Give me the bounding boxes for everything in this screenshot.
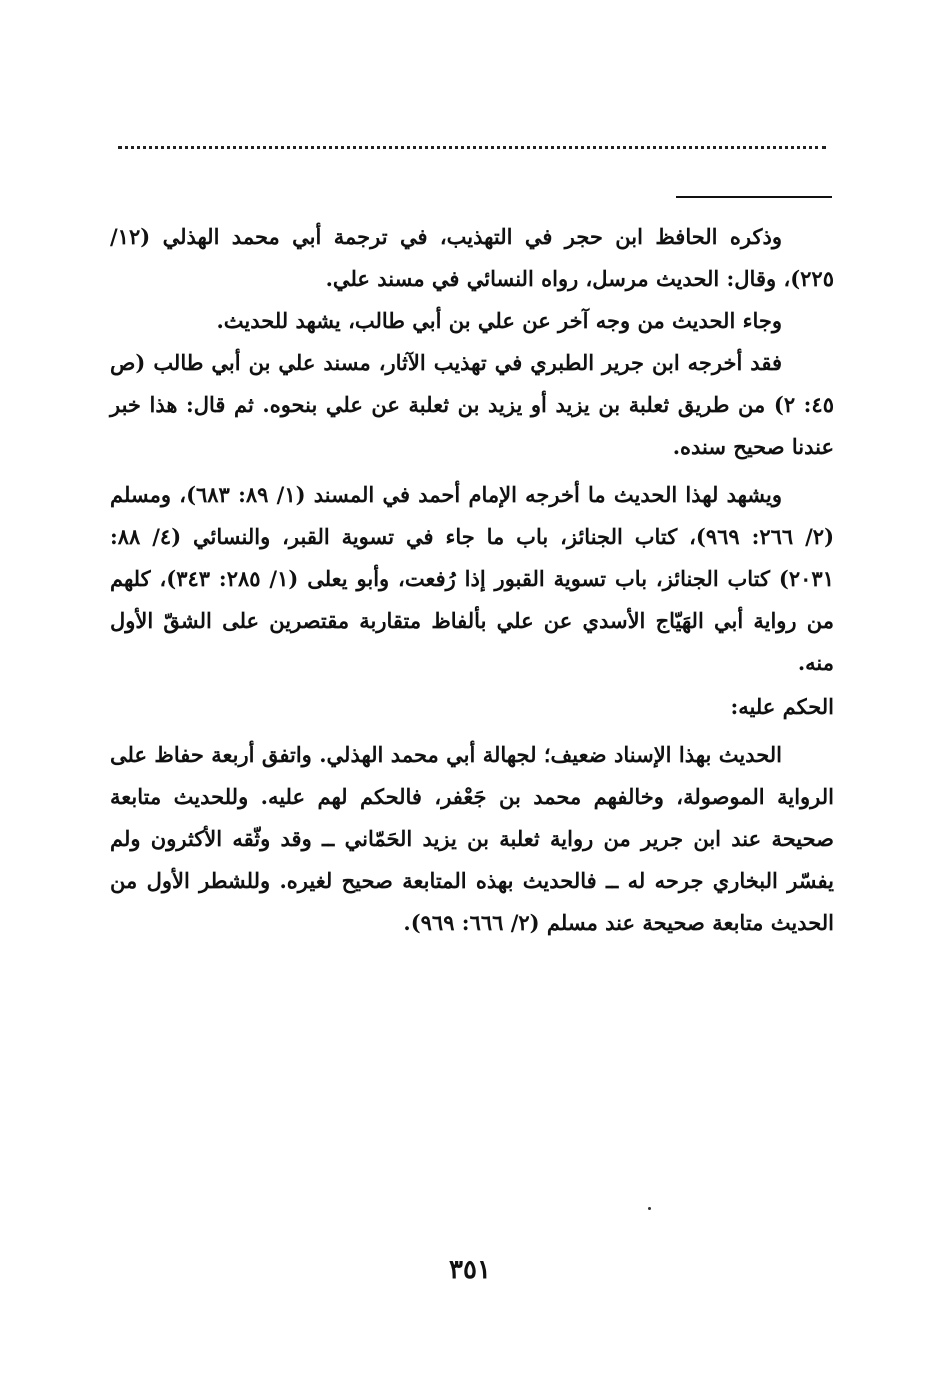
- ruling-paragraph: الحديث بهذا الإسناد ضعيف؛ لجهالة أبي محمد الهذلي. واتفق أربعة حفاظ على الرواية الموصولة، وخالفهم محمد بن جَعْفر، فالحكم لهم عليه. وللحديث متابعة صحيحة عند ابن جرير من رواية ثعلبة بن يزيد الحَمّاني ــ وقد وثّقه الأكثرون ولم يفسّر البخاري جرحه له ــ فالحديث بهذه المتابعة صحيح لغيره. وللشطر الأول من الحديث متابعة صحيحة عند مسلم (٢/ ٦٦٦: ٩٦٩).: [110, 742, 834, 935]
- footnote-text: [110, 216, 834, 944]
- footnote-paragraph-3: فقد أخرجه ابن جرير الطبري في تهذيب الآثار، مسند علي بن أبي طالب (ص ٤٥: ٢) من طريق ثعلبة بن يزيد أو يزيد بن ثعلبة عن علي بنحوه. ثم قال: هذا خبر عندنا صحيح سنده.: [110, 350, 834, 459]
- footnote-paragraph-1: وذكره الحافظ ابن حجر في التهذيب، في ترجمة أبي محمد الهذلي (١٢/ ٢٢٥)، وقال: الحديث مرسل، رواه النسائي في مسند علي.: [110, 224, 834, 291]
- footnote-paragraph-4: ويشهد لهذا الحديث ما أخرجه الإمام أحمد في المسند (١/ ٨٩: ٦٨٣)، ومسلم (٢/ ٢٦٦: ٩٦٩)، كتاب الجنائز، باب ما جاء في تسوية القبر، والنسائي (٤/ ٨٨: ٢٠٣١) كتاب الجنائز، باب تسوية القبور إذا رُفعت، وأبو يعلى (١/ ٢٨٥: ٣٤٣)، كلهم من رواية أبي الهَيّاج الأسدي عن علي بألفاظ متقاربة مقتصرين على الشقّ الأول منه.: [110, 482, 834, 675]
- ruling-heading: الحكم عليه:: [730, 694, 834, 719]
- page-number: ٣٥١: [449, 1255, 491, 1285]
- footnote-separator: [676, 196, 832, 198]
- footnote-paragraph-2: وجاء الحديث من وجه آخر عن علي بن أبي طالب، يشهد للحديث.: [216, 308, 782, 333]
- dotted-separator: [118, 146, 826, 149]
- ink-speck: [648, 1207, 651, 1210]
